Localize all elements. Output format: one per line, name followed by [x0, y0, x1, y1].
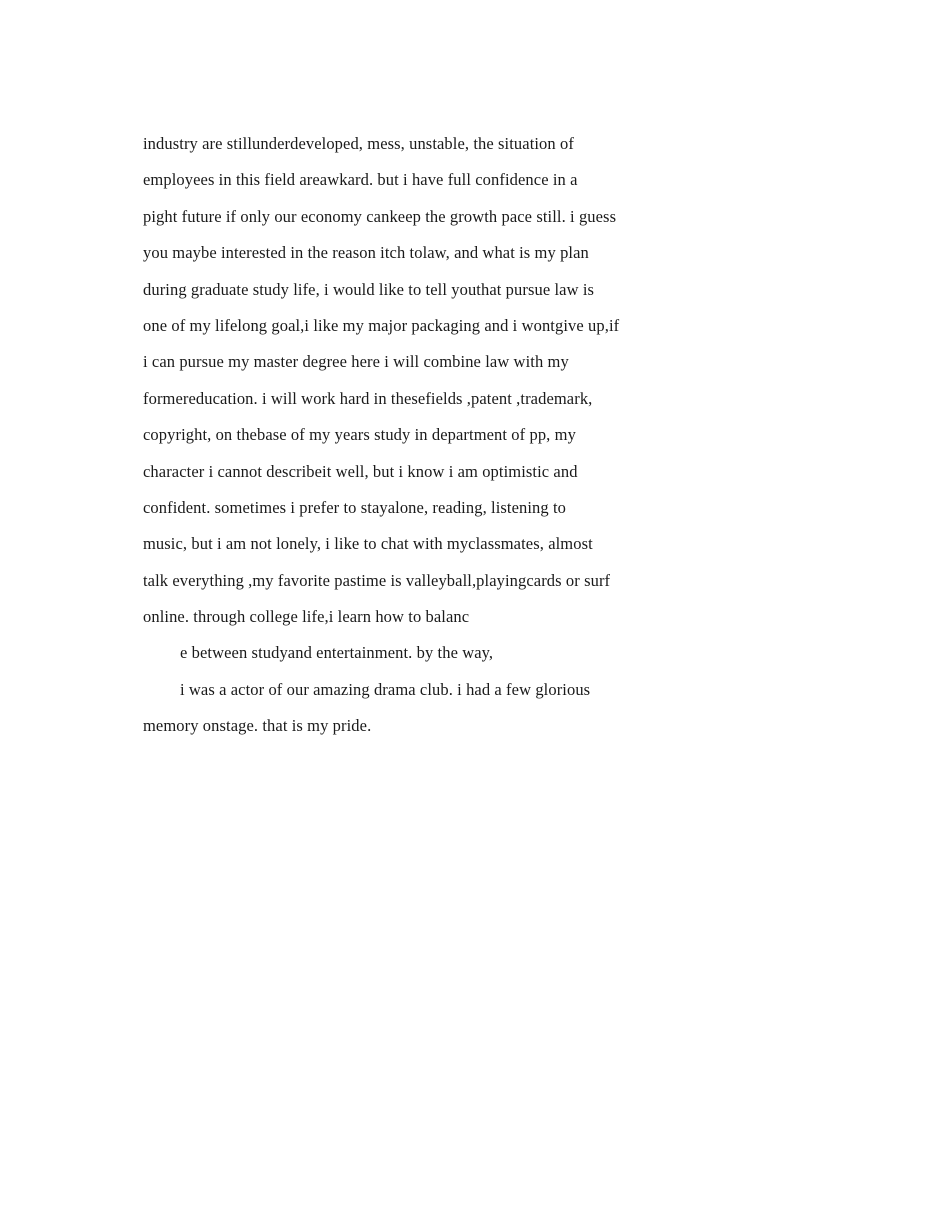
text-line: memory onstage. that is my pride. [143, 716, 372, 736]
text-line: character i cannot describeit well, but i know i am optimistic and [143, 461, 578, 481]
body-text [143, 126, 823, 745]
text-line: i can pursue my master degree here i will combine law with my [143, 352, 569, 372]
text-line: copyright, on thebase of my years study in department of pp, my [143, 425, 576, 445]
text-line: during graduate study life, i would like to tell youthat pursue law is [143, 279, 595, 299]
text-line: confident. sometimes i prefer to stayalone, reading, listening to [143, 497, 567, 517]
text-line: formereducation. i will work hard in thesefields ,patent ,trademark, [143, 388, 593, 408]
text-line: employees in this field areawkard. but i have full confidence in a [143, 170, 578, 190]
text-line: pight future if only our economy cankeep the growth pace still. i guess [143, 206, 617, 226]
text-line: one of my lifelong goal,i like my major packaging and i wontgive up,if [143, 315, 620, 335]
text-line: talk everything ,my favorite pastime is valleyball,playingcards or surf [143, 570, 611, 590]
text-line-indented: i was a actor of our amazing drama club. i had a few glorious [180, 679, 591, 699]
text-line: industry are stillunderdeveloped, mess, unstable, the situation of [143, 134, 574, 153]
text-line: online. through college life,i learn how to balanc [143, 607, 470, 627]
text-line: music, but i am not lonely, i like to chat with myclassmates, almost [143, 534, 593, 554]
text-line-indented: e between studyand entertainment. by the way, [180, 643, 494, 663]
text-line: you maybe interested in the reason itch tolaw, and what is my plan [143, 243, 589, 263]
